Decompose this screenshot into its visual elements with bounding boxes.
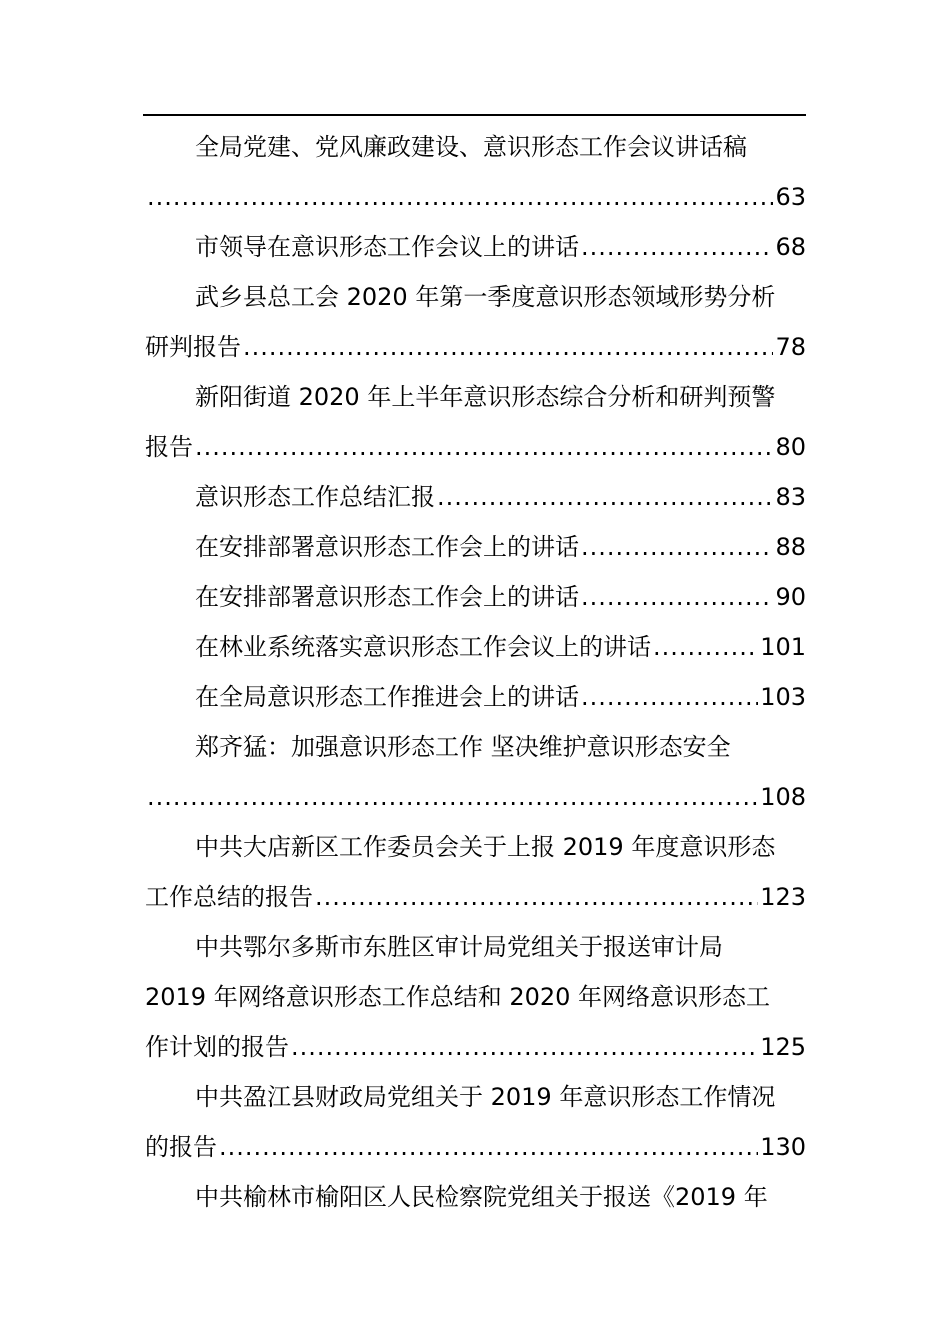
toc-entry[interactable]: [145, 1072, 806, 1172]
toc-entry-title-end: 在全局意识形态工作推进会上的讲话: [195, 683, 579, 711]
toc-entry-leader-row: [145, 672, 806, 722]
dot-leader: [195, 422, 773, 472]
toc-page-number: 68: [775, 233, 806, 261]
toc-entry-title-line: 新阳街道 2020 年上半年意识形态综合分析和研判预警: [195, 383, 776, 411]
toc-entry[interactable]: [145, 822, 806, 922]
toc-page-number: 63: [775, 183, 806, 211]
toc-entry-title-end: 工作总结的报告: [145, 883, 313, 911]
toc-entry-title-end: 意识形态工作总结汇报: [195, 483, 435, 511]
toc-page-number: 80: [775, 433, 806, 461]
toc-entry[interactable]: [145, 722, 806, 822]
toc-entry-title-line: 武乡县总工会 2020 年第一季度意识形态领域形势分析: [195, 283, 776, 311]
toc-page-number: 83: [775, 483, 806, 511]
toc-entry-leader-row: [145, 622, 806, 672]
toc-entry-leader-row: [145, 772, 806, 822]
toc-entry-title-line: 中共大店新区工作委员会关于上报 2019 年度意识形态: [195, 833, 776, 861]
toc-entry-title-end: 市领导在意识形态工作会议上的讲话: [195, 233, 579, 261]
toc-entry-title-end: 作计划的报告: [145, 1033, 289, 1061]
toc-page-number: 123: [760, 883, 806, 911]
dot-leader: [581, 222, 773, 272]
toc-entry-leader-row: [145, 522, 806, 572]
dot-leader: [315, 872, 758, 922]
dot-leader: [291, 1022, 758, 1072]
toc-page-number: 101: [760, 633, 806, 661]
toc-entry-leader-row: [145, 872, 806, 922]
header-rule: [143, 114, 806, 116]
toc-entry-title-line: 中共盈江县财政局党组关于 2019 年意识形态工作情况: [195, 1083, 776, 1111]
toc-entry[interactable]: [145, 222, 806, 272]
toc-entry-title-end: 研判报告: [145, 333, 241, 361]
toc-entry[interactable]: [145, 272, 806, 372]
toc-entry-leader-row: [145, 322, 806, 372]
toc-entry-title-end: 在林业系统落实意识形态工作会议上的讲话: [195, 633, 651, 661]
toc-entry-title-line: 2019 年网络意识形态工作总结和 2020 年网络意识形态工: [145, 983, 771, 1011]
toc-entry-leader-row: [145, 472, 806, 522]
toc-entry-title-end: 的报告: [145, 1133, 217, 1161]
dot-leader: [581, 672, 758, 722]
dot-leader: [653, 622, 758, 672]
toc-entry[interactable]: [145, 522, 806, 572]
toc-entry[interactable]: [145, 672, 806, 722]
toc-entry-title-line: 全局党建、党风廉政建设、意识形态工作会议讲话稿: [195, 133, 747, 161]
toc-page-number: 130: [760, 1133, 806, 1161]
toc-entry[interactable]: [145, 922, 806, 1072]
toc-entry[interactable]: [145, 122, 806, 222]
toc-entry-title-end: 在安排部署意识形态工作会上的讲话: [195, 533, 579, 561]
toc-page-number: 88: [775, 533, 806, 561]
toc-entry[interactable]: [145, 1172, 806, 1222]
dot-leader: [147, 772, 758, 822]
toc-entry[interactable]: [145, 622, 806, 672]
dot-leader: [437, 472, 773, 522]
dot-leader: [243, 322, 773, 372]
toc-entry-leader-row: [145, 572, 806, 622]
toc-entry-leader-row: [145, 1022, 806, 1072]
dot-leader: [147, 172, 773, 222]
toc-entry-title-line: 中共榆林市榆阳区人民检察院党组关于报送《2019 年: [195, 1183, 768, 1211]
toc-entry-leader-row: [145, 1122, 806, 1172]
toc-entry[interactable]: [145, 372, 806, 472]
toc-entry-title-end: 在安排部署意识形态工作会上的讲话: [195, 583, 579, 611]
table-of-contents: [145, 122, 806, 1222]
toc-entry-leader-row: [145, 422, 806, 472]
toc-entry-title-end: 报告: [145, 433, 193, 461]
dot-leader: [581, 572, 773, 622]
dot-leader: [219, 1122, 758, 1172]
toc-entry[interactable]: [145, 472, 806, 522]
toc-page-number: 103: [760, 683, 806, 711]
toc-page-number: 108: [760, 783, 806, 811]
dot-leader: [581, 522, 773, 572]
toc-entry-leader-row: [145, 172, 806, 222]
toc-entry-leader-row: [145, 222, 806, 272]
toc-page-number: 90: [775, 583, 806, 611]
toc-entry[interactable]: [145, 572, 806, 622]
toc-entry-title-line: 中共鄂尔多斯市东胜区审计局党组关于报送审计局: [195, 933, 723, 961]
toc-page-number: 125: [760, 1033, 806, 1061]
toc-entry-title-line: 郑齐猛：加强意识形态工作 坚决维护意识形态安全: [195, 733, 731, 761]
toc-page-number: 78: [775, 333, 806, 361]
